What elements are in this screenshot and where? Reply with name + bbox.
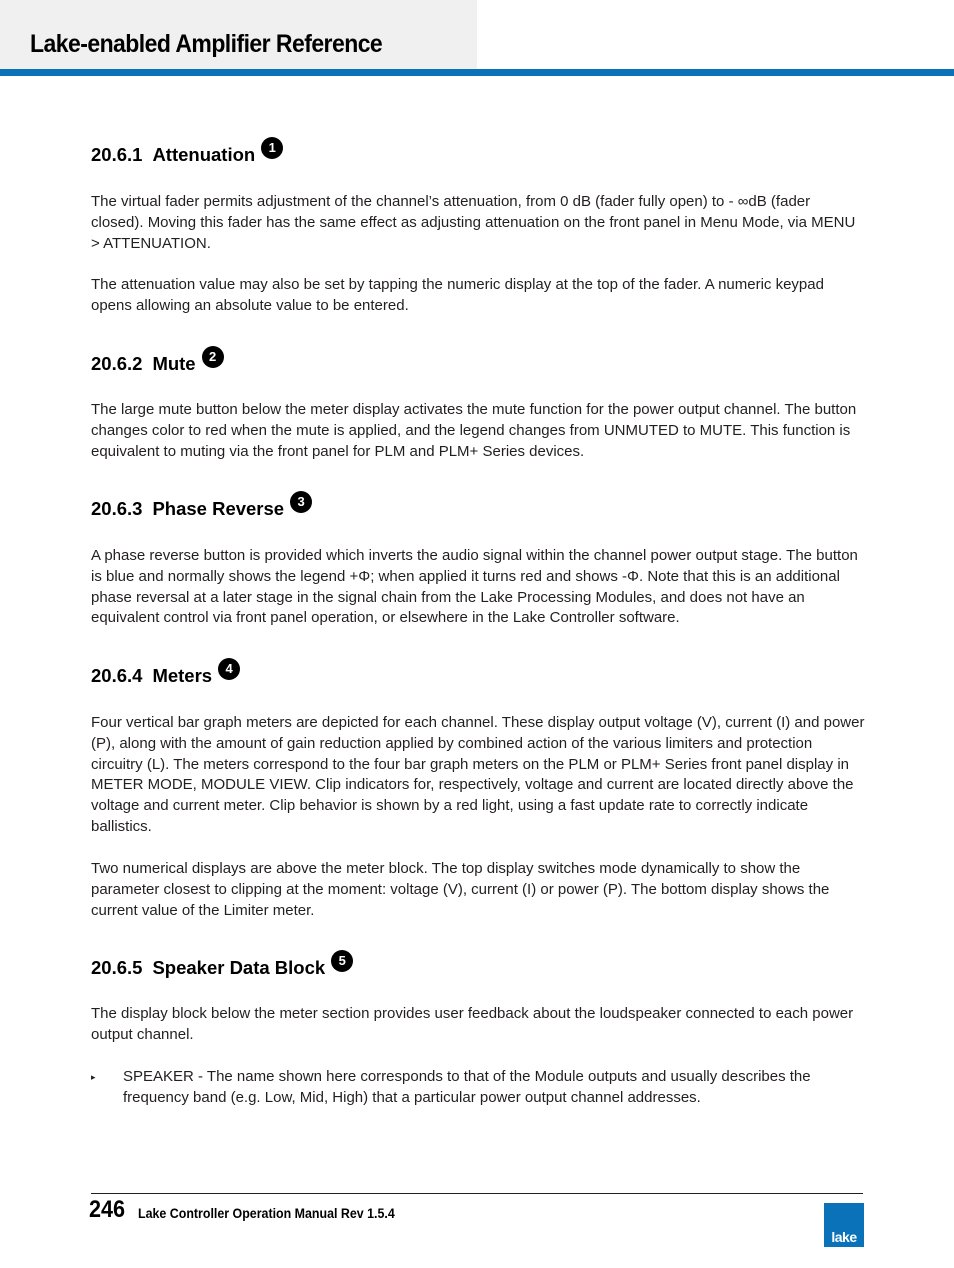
bullet-item: SPEAKER - The name shown here corresponds to that of the Module outputs and usually describes the frequency band (e.g. Low, Mid, High) that a particular power output channel addresses. bbox=[123, 1068, 811, 1106]
paragraph: Two numerical displays are above the meter block. The top display switches mode dynamically to show the parameter closest to clipping at the moment: voltage (V), current (I) or power (P). The bottom display shows the current value of the Limiter meter. bbox=[91, 860, 830, 919]
section-title: Speaker Data Block bbox=[152, 957, 326, 978]
section-heading-mute bbox=[91, 349, 224, 376]
section-heading-attenuation bbox=[91, 140, 283, 167]
footer-manual-title: Lake Controller Operation Manual Rev 1.5.4 bbox=[138, 1206, 395, 1221]
callout-badge-4: 4 bbox=[218, 658, 240, 680]
section-title: Meters bbox=[152, 665, 213, 686]
section-number: 20.6.4 bbox=[91, 665, 143, 686]
lake-logo bbox=[824, 1203, 864, 1247]
section-title: Phase Reverse bbox=[152, 498, 285, 519]
callout-badge-2: 2 bbox=[202, 346, 224, 368]
paragraph: The display block below the meter section provides user feedback about the loudspeaker connected to each power output channel. bbox=[91, 1005, 854, 1043]
page-number: 246 bbox=[89, 1196, 126, 1223]
paragraph: A phase reverse button is provided which inverts the audio signal within the channel power output stage. The button is blue and normally shows the legend +Φ; when applied it turns red and shows -Φ. Note that this is an additional phase reversal at a later stage in the signal chain from the Lake Processing Modules, and does not have an equivalent control via front panel operation, or elsewhere in the Lake Controller software. bbox=[91, 547, 858, 627]
callout-badge-1: 1 bbox=[261, 137, 283, 159]
section-heading-meters bbox=[91, 661, 240, 688]
paragraph: The large mute button below the meter display activates the mute function for the power output channel. The button changes color to red when the mute is applied, and the legend changes from UNMUTED to MUTE. This function is equivalent to muting via the front panel for PLM and PLM+ Series devices. bbox=[91, 401, 857, 460]
header-rule bbox=[0, 69, 954, 76]
callout-badge-5: 5 bbox=[331, 950, 353, 972]
section-number: 20.6.2 bbox=[91, 353, 143, 374]
footer-rule bbox=[91, 1193, 863, 1194]
section-title: Mute bbox=[152, 353, 196, 374]
paragraph: The virtual fader permits adjustment of the channel’s attenuation, from 0 dB (fader fully open) to - ∞dB (fader closed). Moving this fader has the same effect as adjusting attenuation on the front panel in Menu Mode, via MENU > ATTENUATION. bbox=[91, 193, 856, 252]
section-heading-speaker-data-block bbox=[91, 953, 353, 980]
section-heading-phase-reverse bbox=[91, 494, 312, 521]
paragraph: The attenuation value may also be set by tapping the numeric display at the top of the fader. A numeric keypad opens allowing an absolute value to be entered. bbox=[91, 276, 824, 314]
paragraph: Four vertical bar graph meters are depicted for each channel. These display output voltage (V), current (I) and power (P), along with the amount of gain reduction applied by combined action of the various limiters and protection circuitry (L). The meters correspond to the four bar graph meters on the PLM or PLM+ Series front panel display in METER MODE, MODULE VIEW. Clip indicators for, respectively, voltage and current are located directly above the voltage and current meter. Clip behavior is shown by a red light, using a fast update rate to correctly indicate ballistics. bbox=[91, 714, 865, 835]
section-number: 20.6.1 bbox=[91, 144, 143, 165]
page-header-title: Lake-enabled Amplifier Reference bbox=[30, 30, 383, 58]
section-number: 20.6.5 bbox=[91, 957, 143, 978]
section-title: Attenuation bbox=[152, 144, 256, 165]
section-number: 20.6.3 bbox=[91, 498, 143, 519]
callout-badge-3: 3 bbox=[290, 491, 312, 513]
logo-text: lake bbox=[831, 1229, 857, 1245]
bullet-arrow-icon: ▸ bbox=[91, 1072, 96, 1082]
